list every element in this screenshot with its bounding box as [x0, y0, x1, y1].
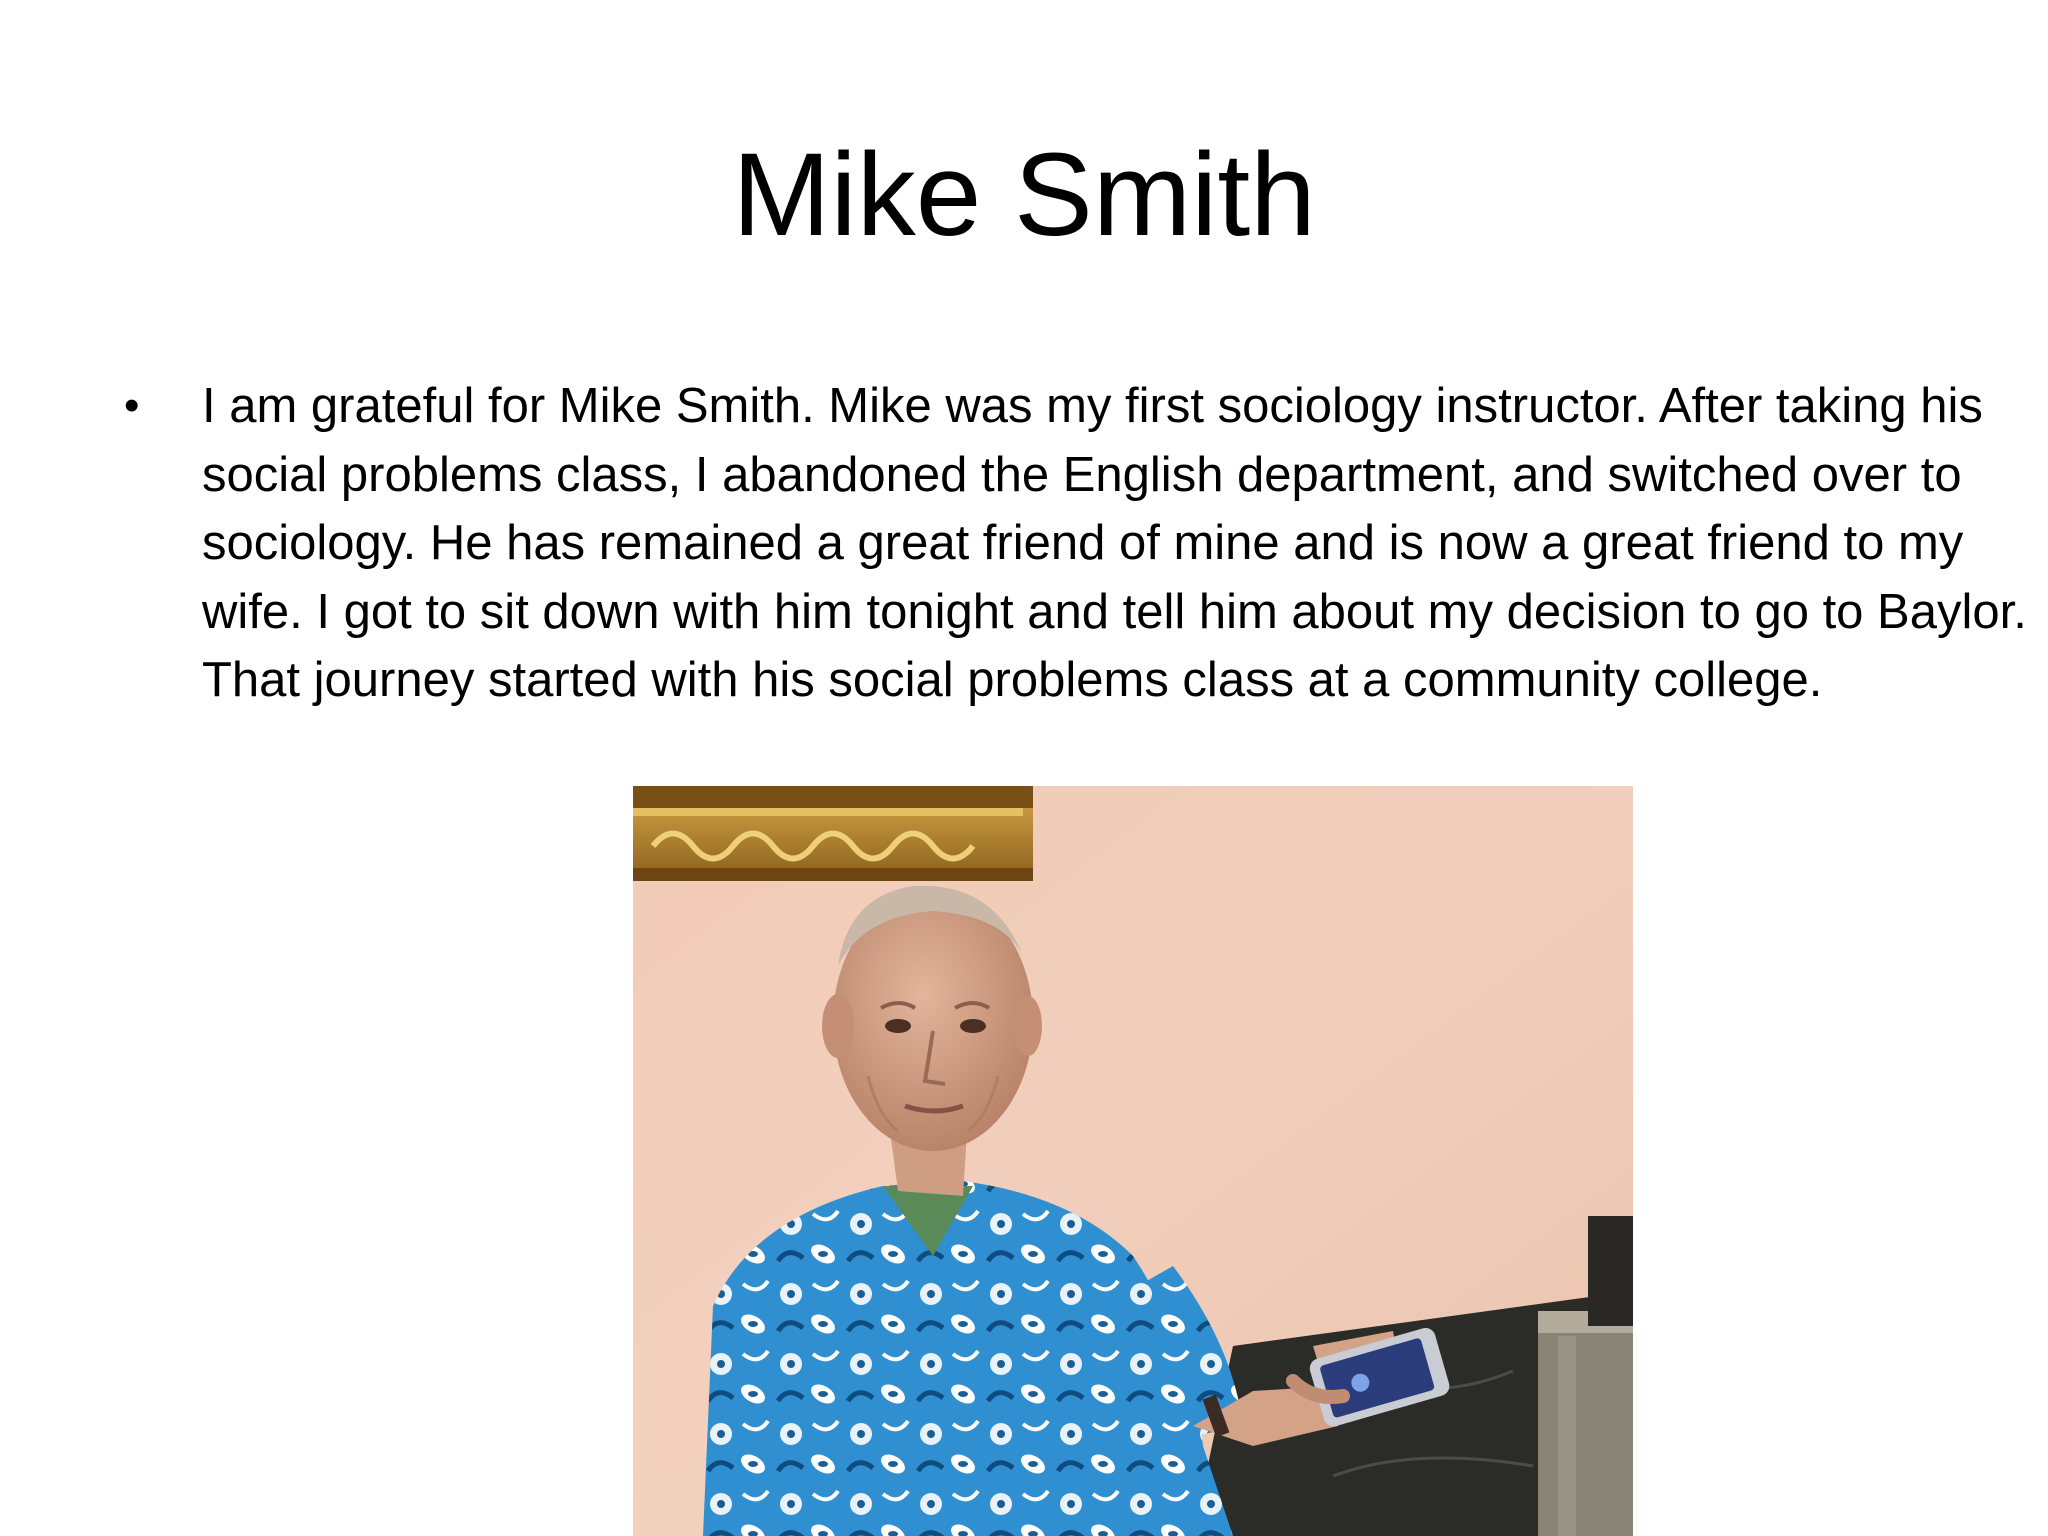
picture-frame: [633, 786, 1033, 881]
bullet-text: I am grateful for Mike Smith. Mike was my first sociology instructor. After taking his social problems class, I abandoned the English department, and switched over to sociology. He has remained a great friend of mine and is now a great friend to my wife. I got to sit down with him tonight and tell him about my decision to go to Baylor. That journey started with his social problems class at a community college.: [202, 379, 2027, 707]
bullet-item: [120, 372, 2027, 715]
slide-title: Mike Smith: [732, 129, 1316, 261]
bullet-marker: •: [124, 381, 140, 430]
chair-back: [1588, 1216, 1633, 1326]
mug: [1538, 1311, 1633, 1536]
slide-body: [120, 372, 2027, 715]
portrait-photo: [633, 786, 1633, 1536]
portrait-illustration: [633, 786, 1633, 1536]
